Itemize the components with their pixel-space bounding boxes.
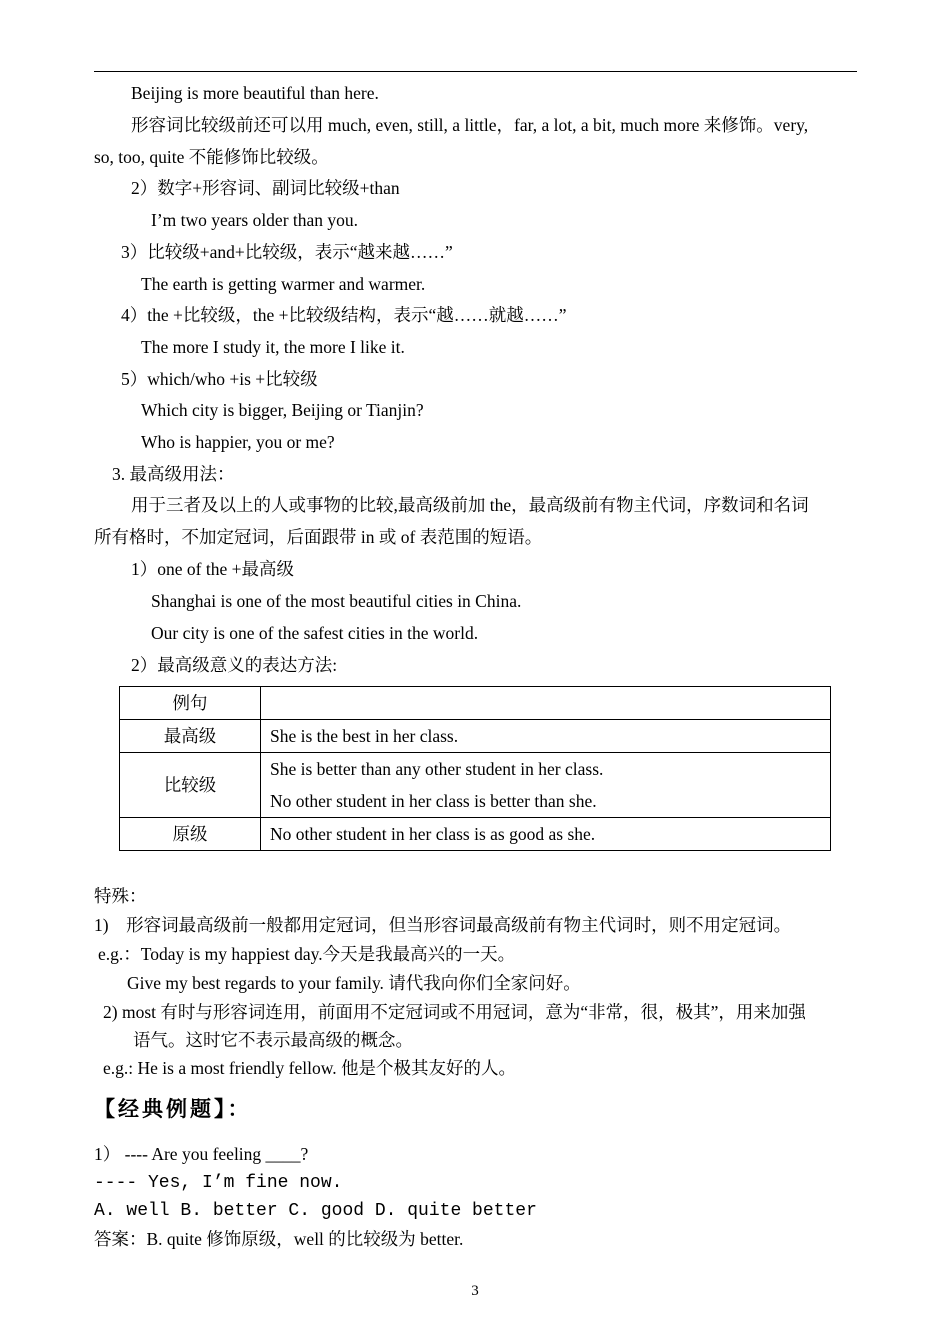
text-line: Give my best regards to your family. 请代我向你们全家问好。	[127, 973, 581, 993]
text-line: 4）the +比较级，the +比较级结构，表示“越……就越……”	[121, 305, 567, 325]
text-line: 用于三者及以上的人或事物的比较,最高级前加 the，最高级前有物主代词，序数词和名词	[131, 495, 809, 515]
text-line: 2）最高级意义的表达方法:	[131, 655, 338, 675]
superlative-table	[119, 686, 831, 851]
text-line: 5）which/who +is +比较级	[121, 369, 318, 389]
text-line: The more I study it, the more I like it.	[141, 337, 405, 357]
table-cell-value	[261, 753, 831, 818]
section-heading: 3. 最高级用法：	[112, 464, 235, 484]
text-line: Beijing is more beautiful than here.	[131, 83, 379, 103]
special-title: 特殊：	[94, 886, 147, 906]
text-line: e.g.: He is a most friendly fellow. 他是个极其友好的人。	[103, 1058, 516, 1078]
text-line: 1）one of the +最高级	[131, 559, 294, 579]
text-line: I’m two years older than you.	[151, 210, 359, 230]
text-line: Shanghai is one of the most beautiful cities in China.	[151, 591, 522, 611]
examples-heading: 【经典例题】：	[94, 1096, 252, 1121]
text-line: 3）比较级+and+比较级，表示“越来越……”	[121, 242, 453, 262]
question-answer: 答案：B. quite 修饰原级，well 的比较级为 better.	[94, 1229, 464, 1249]
text-line: Which city is bigger, Beijing or Tianjin?	[141, 400, 424, 420]
question-reply: ---- Yes, I’m fine now.	[94, 1173, 343, 1193]
table-cell-value: No other student in her class is as good as she.	[261, 818, 831, 851]
text-line: 2）数字+形容词、副词比较级+than	[131, 178, 400, 198]
table-row	[120, 753, 831, 818]
text-line: The earth is getting warmer and warmer.	[141, 274, 426, 294]
table-cell-label: 比较级	[120, 753, 261, 818]
table-row	[120, 687, 831, 720]
table-cell-label: 例句	[120, 687, 261, 720]
text-line: 语气。这时它不表示最高级的概念。	[133, 1030, 413, 1050]
question-text: 1） ---- Are you feeling ____?	[94, 1144, 309, 1164]
table-cell-line: She is better than any other student in her class.	[270, 759, 604, 779]
page-number: 3	[471, 1283, 479, 1299]
table-cell-value: She is the best in her class.	[261, 720, 831, 753]
text-line: Our city is one of the safest cities in the world.	[151, 623, 479, 643]
question-options: A. well B. better C. good D. quite better	[94, 1201, 537, 1221]
table-cell-line: No other student in her class is better than she.	[270, 791, 597, 811]
text-line: so, too, quite 不能修饰比较级。	[94, 147, 329, 167]
text-line: 2) most 有时与形容词连用，前面用不定冠词或不用冠词，意为“非常，很，极其”，用来加强	[103, 1002, 806, 1022]
text-line: 所有格时，不加定冠词，后面跟带 in 或 of 表范围的短语。	[94, 527, 543, 547]
table-row	[120, 818, 831, 851]
text-line: Who is happier, you or me?	[141, 432, 335, 452]
text-line: e.g.：Today is my happiest day.今天是我最高兴的一天。	[98, 944, 516, 964]
text-line: 1) 形容词最高级前一般都用定冠词，但当形容词最高级前有物主代词时，则不用定冠词。	[94, 915, 792, 935]
table-cell-value	[261, 687, 831, 720]
table-cell-label: 最高级	[120, 720, 261, 753]
table-cell-label: 原级	[120, 818, 261, 851]
header-rule	[94, 71, 857, 72]
table-row	[120, 720, 831, 753]
text-line: 形容词比较级前还可以用 much, even, still, a little，far, a lot, a bit, much more 来修饰。very,	[131, 115, 809, 135]
